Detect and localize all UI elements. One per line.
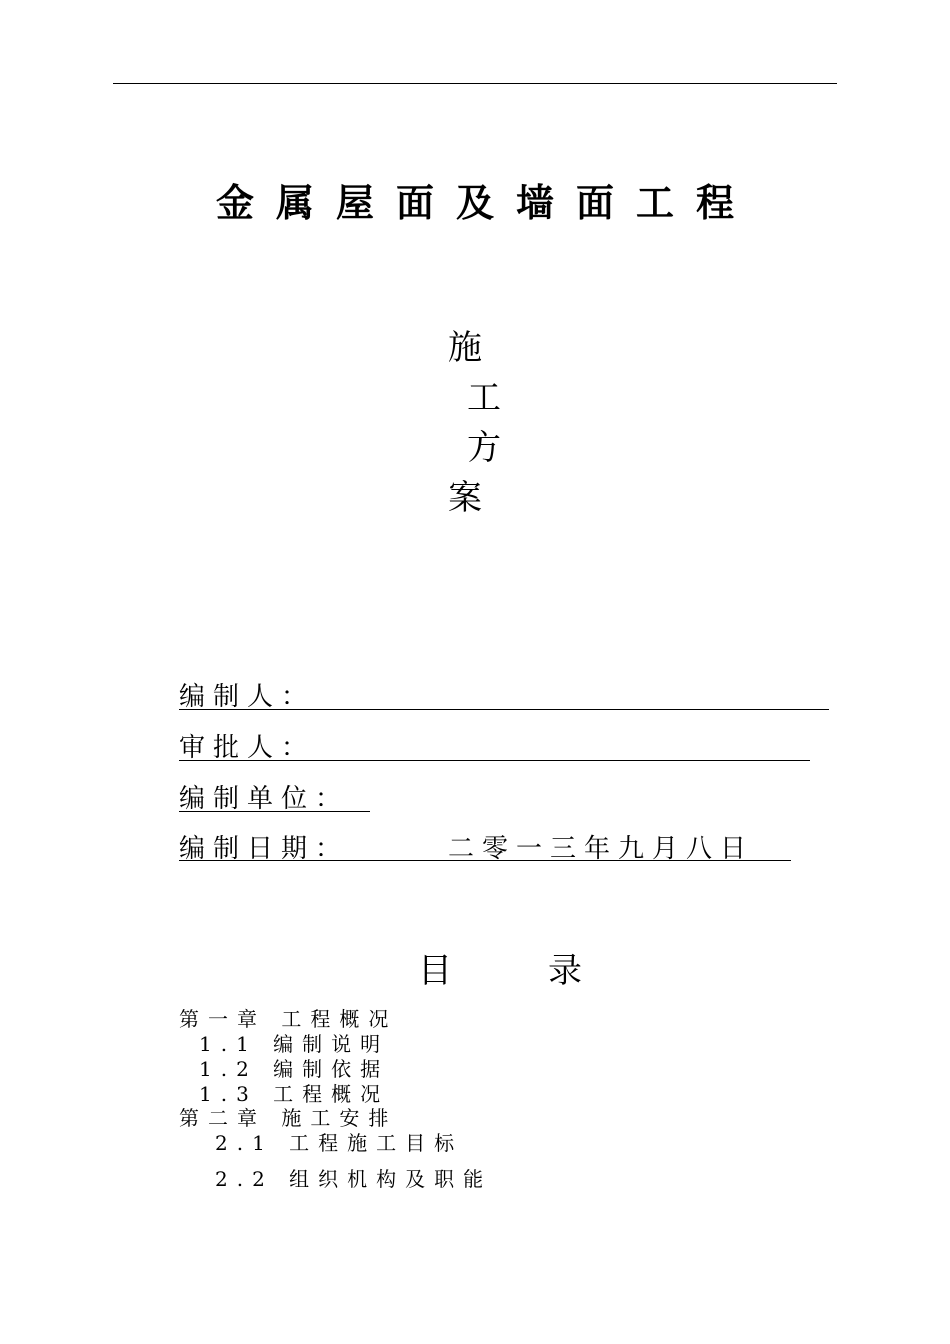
toc-title-right: 录 <box>548 951 582 991</box>
header-rule <box>113 83 837 84</box>
reviewer-label: 审批人： <box>179 733 316 763</box>
unit-underline <box>179 811 370 812</box>
toc-item: 2.2 组织机构及职能 <box>215 1167 493 1191</box>
toc-item: 第一章 工程概况 <box>179 1007 398 1031</box>
compiler-underline <box>179 709 829 710</box>
toc-item: 1.1 编制说明 <box>199 1032 390 1056</box>
date-value: 二零一三年九月八日 <box>448 834 755 864</box>
date-underline <box>179 860 791 861</box>
unit-label: 编制单位： <box>179 784 350 814</box>
toc-title-left: 目 <box>418 951 452 991</box>
toc-item: 1.2 编制依据 <box>199 1057 390 1081</box>
toc-item: 2.1 工程施工目标 <box>215 1131 464 1155</box>
compiler-label: 编制人： <box>179 682 316 712</box>
toc-item: 第二章 施工安排 <box>179 1106 398 1130</box>
reviewer-underline <box>179 760 810 761</box>
date-label: 编制日期： <box>179 834 350 864</box>
subtitle-char-4: 案 <box>448 478 482 518</box>
subtitle-char-2: 工 <box>467 378 501 418</box>
subtitle-char-3: 方 <box>467 428 501 468</box>
toc-item: 1.3 工程概况 <box>199 1082 390 1106</box>
document-title: 金属屋面及墙面工程 <box>215 180 756 225</box>
subtitle-char-1: 施 <box>448 328 482 368</box>
